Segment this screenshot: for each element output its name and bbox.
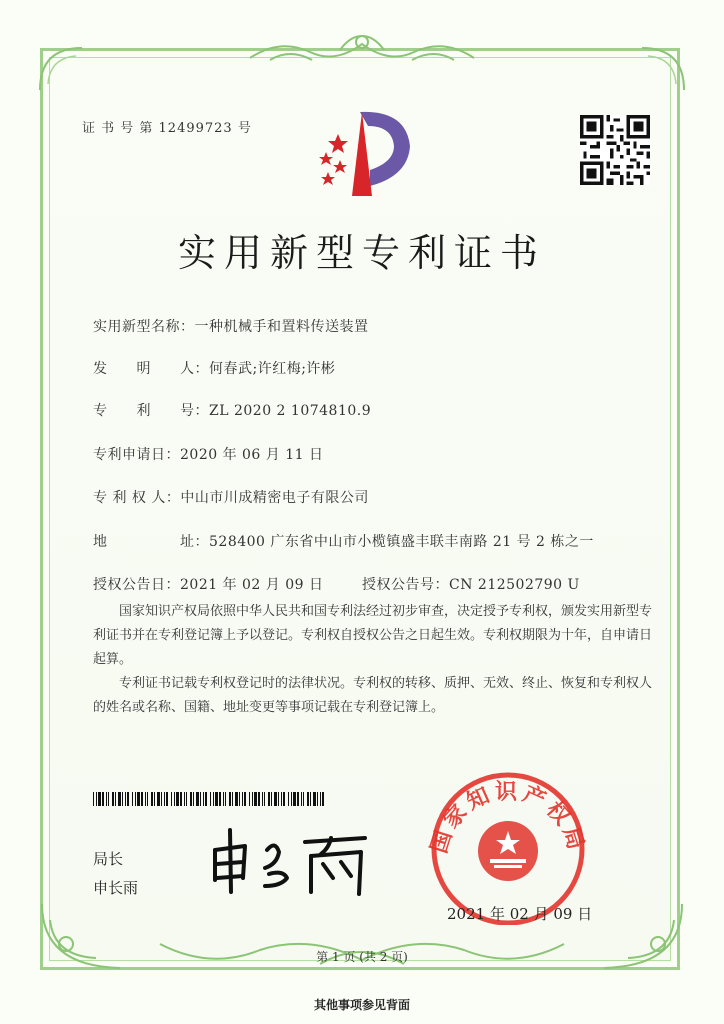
patent-number-value: ZL 2020 2 1074810.9 <box>209 403 372 419</box>
inventor-label: 发 明 人： <box>93 361 209 377</box>
footer-note: 其他事项参见背面 <box>313 998 410 1012</box>
grant-number-row <box>362 574 580 594</box>
grant-date-value: 2021 年 02 月 09 日 <box>180 577 324 593</box>
body-paragraph-1: 国家知识产权局依照中华人民共和国专利法经过初步审查，决定授予专利权，颁发实用新型专利证书并在专利登记簿上予以登记。专利权自授权公告之日起生效。专利权期限为十年，自申请日起算。 <box>93 604 653 667</box>
patentee-value: 中山市川成精密电子有限公司 <box>180 490 369 506</box>
seal-date: 2021 年 02 月 09 日 <box>447 905 593 923</box>
seal-text: 国家知识产权局 <box>426 779 590 857</box>
top-ornament <box>240 30 484 70</box>
page-number: 第 1 页 (共 2 页) <box>316 950 408 964</box>
patentee-row <box>93 487 369 507</box>
inventor-value: 何春武;许红梅;许彬 <box>209 361 336 377</box>
cnipa-logo <box>310 106 420 202</box>
address-label: 地 址： <box>93 534 209 550</box>
director-signature <box>205 820 375 900</box>
corner-ornament-top-right <box>638 44 688 94</box>
address-value: 528400 广东省中山市小榄镇盛丰联丰南路 21 号 2 栋之一 <box>209 534 594 550</box>
grant-number-label: 授权公告号： <box>362 577 449 593</box>
body-paragraph-2: 专利证书记载专利权登记时的法律状况。专利权的转移、质押、无效、终止、恢复和专利权人的姓名或名称、国籍、地址变更等事项记载在专利登记簿上。 <box>93 676 653 715</box>
qr-code <box>580 115 650 185</box>
barcode <box>93 792 325 806</box>
address-row <box>93 531 594 551</box>
official-seal <box>420 765 595 925</box>
grant-date-label: 授权公告日： <box>93 577 180 593</box>
national-emblem-icon <box>478 821 538 881</box>
grant-number-value: CN 212502790 U <box>449 577 580 593</box>
corner-ornament-top-left <box>36 44 86 94</box>
application-date-row <box>93 444 324 464</box>
certificate-body <box>93 600 653 720</box>
utility-name-value: 一种机械手和置料传送装置 <box>194 319 369 335</box>
patent-number-row <box>93 400 371 420</box>
patent-number-label: 专 利 号： <box>93 403 209 419</box>
utility-name-row <box>93 316 369 336</box>
director-title: 局长 <box>93 850 124 868</box>
utility-name-label: 实用新型名称： <box>93 319 195 335</box>
application-date-label: 专利申请日： <box>93 447 180 463</box>
application-date-value: 2020 年 06 月 11 日 <box>180 447 324 463</box>
director-name: 申长雨 <box>93 879 139 897</box>
inventor-row <box>93 358 335 378</box>
certificate-title: 实用新型专利证书 <box>177 231 546 275</box>
certificate-number: 证 书 号 第 12499723 号 <box>82 121 252 136</box>
grant-date-row <box>93 574 324 594</box>
patentee-label: 专 利 权 人： <box>93 490 181 506</box>
